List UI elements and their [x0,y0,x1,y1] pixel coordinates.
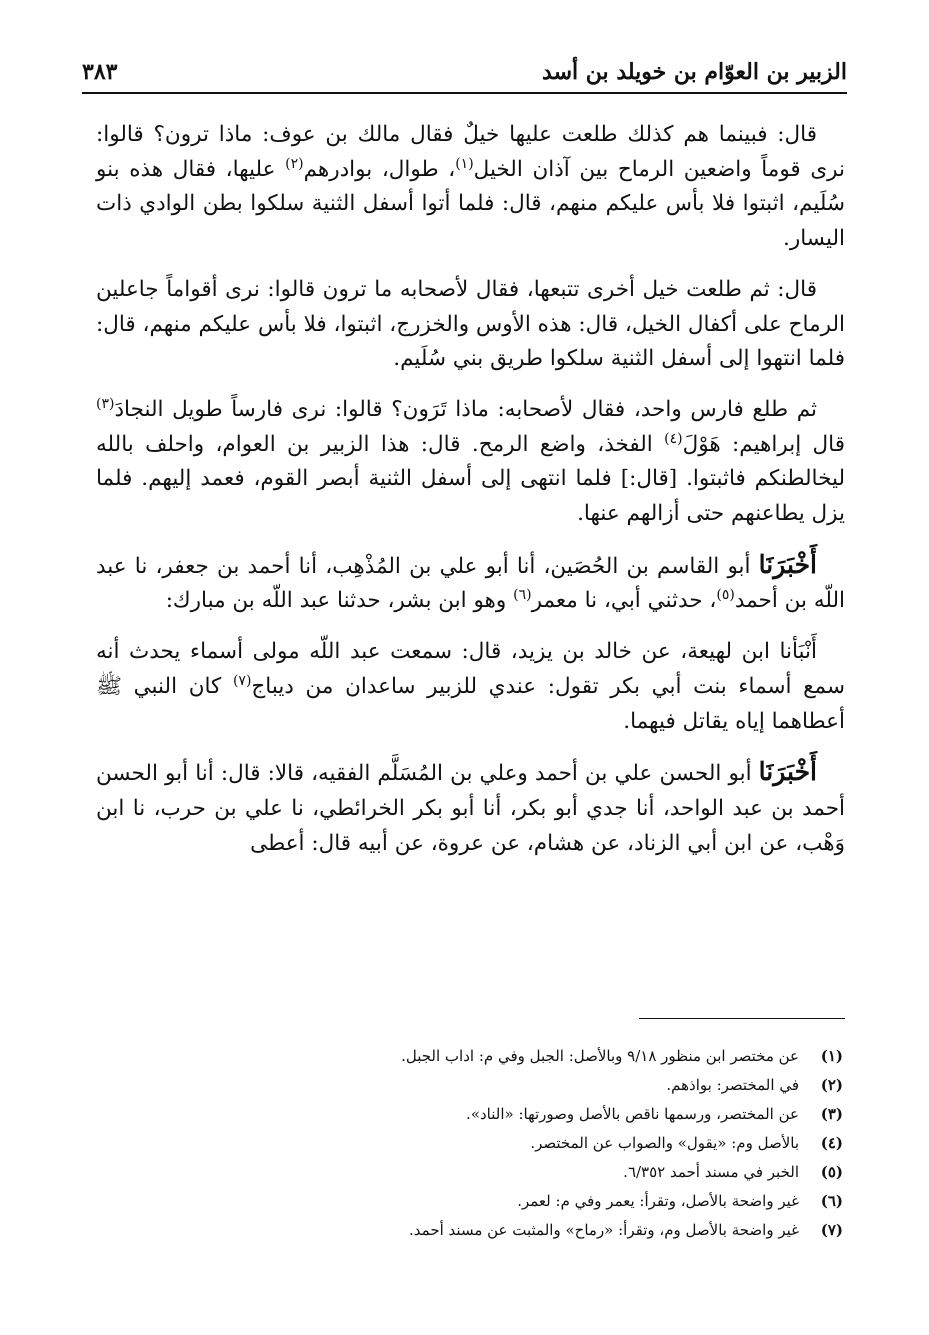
footnote-ref: (٤) [664,430,683,447]
text-segment: كان النبي ﷺ أعطاهما إياه يقاتل فيهما. [96,673,845,734]
footnote-number: (٣) [820,1105,843,1123]
running-title: الزبير بن العوّام بن خويلد بن أسد [542,59,847,85]
footnote-ref: (٥) [716,587,735,604]
paragraph [96,548,845,619]
paragraph [96,393,845,532]
text-segment: أبو القاسم بن الحُصَين، أنا أبو علي بن المُذْهِب، أنا أحمد بن جعفر، نا عبد اللّه بن أحمد [96,553,845,614]
footnote [100,1071,843,1100]
footnote [100,1158,843,1187]
footnote-ref: (١) [455,155,474,172]
paragraph [96,118,845,257]
footnote [100,1042,843,1071]
footnotes [100,1042,843,1245]
footnote-ref: (٣) [96,395,115,412]
text-segment: الفخذ، واضع الرمح. قال: هذا الزبير بن العوام، واحلف بالله ليخالطنكم فاثبتوا. [قال:] فلما انتهى إلى أسفل الثنية أبصر القوم، فعمد إليهم. فلما يزل يطاعنهم حتى أزالهم عنها. [96,431,845,527]
footnote-text: عن المختصر، ورسمها ناقص بالأصل وصورتها: «الناد». [466,1105,799,1123]
paragraph [96,635,845,739]
paragraph [96,755,845,861]
paragraph [96,273,845,377]
footnote-number: (٥) [820,1163,843,1181]
footnote [100,1187,843,1216]
text-segment: قال إبراهيم: هَوْلَ [682,431,846,457]
footnote-number: (١) [820,1047,843,1065]
footnote-text: عن مختصر ابن منظور ٩/١٨ وبالأصل: الجبل وفي م: اداب الجبل. [401,1047,799,1065]
isnad-lead-word: أَخْبَرَنَا [758,757,817,787]
text-segment: أَنْبَأنا ابن لهيعة، عن خالد بن يزيد، قال: سمعت عبد اللّه مولى أسماء يحدث أنه سمع أسماء بنت أبي بكر تقول: عندي للزبير ساعدان من ديباج [96,639,845,699]
isnad-lead-word: أَخْبَرَنَا [758,549,817,579]
text-segment: وهو ابن بشر، حدثنا عبد اللّه بن مبارك: [165,588,514,614]
page-header [82,52,847,94]
footnote-text: الخبر في مسند أحمد ٦/٣٥٢. [623,1163,799,1181]
footnote-text: غير واضحة بالأصل، وتقرأ: يعمر وفي م: لعمر. [517,1192,799,1210]
footnote-number: (٢) [820,1076,843,1094]
text-segment: ، طوال، بوادرهم [303,156,456,182]
footnote-number: (٦) [820,1192,843,1210]
main-text [96,118,845,877]
footnote-ref: (٧) [232,672,252,689]
footnote-text: غير واضحة بالأصل وم، وتقرأ: «رماح» والمثبت عن مسند أحمد. [409,1221,799,1239]
footnote-text: في المختصر: بواذهم. [666,1076,799,1094]
text-segment: ، حدثني أبي، نا معمر [531,588,717,614]
text-segment: أبو الحسن علي بن أحمد وعلي بن المُسَلَّم الفقيه، قالا: قال: أنا أبو الحسن أحمد بن عبد الواحد، أنا جدي أبو بكر، أنا أبو بكر الخرائطي، نا علي بن حرب، نا ابن وَهْب، عن ابن أبي الزناد، عن هشام، عن عروة، عن أبيه قال: أعطى [96,761,845,856]
footnote-text: بالأصل وم: «يقول» والصواب عن المختصر. [530,1134,799,1152]
text-segment: ثم طلع فارس واحد، فقال لأصحابه: ماذا تَرَون؟ قالوا: نرى فارساً طويل النجادَ [114,396,817,422]
text-segment: عليها، فقال هذه بنو سُلَيم، اثبتوا فلا بأس عليكم منهم، قال: فلما أتوا أسفل الثنية سلكوا بطن الوادي ذات اليسار. [96,156,845,252]
text-segment: قال: فبينما هم كذلك طلعت عليها خيلٌ فقال مالك بن عوف: ماذا ترون؟ قالوا: نرى قوماً واضعين الرماح بين آذان الخيل [96,122,845,182]
footnote-divider [639,1018,845,1019]
footnote-number: (٤) [820,1134,843,1152]
footnote-number: (٧) [820,1221,843,1239]
text-segment: قال: ثم طلعت خيل أخرى تتبعها، فقال لأصحابه ما ترون قالوا: نرى أقواماً جاعلين الرماح على أكفال الخيل، قال: هذه الأوس والخزرج، اثبتوا، فلا بأس عليكم منهم، قال: فلما انتهوا إلى أسفل الثنية سلكوا طريق بني سُلَيم. [95,276,845,372]
footnote [100,1129,843,1158]
footnote [100,1100,843,1129]
footnote-ref: (٦) [513,587,532,604]
footnote [100,1216,843,1245]
page-number: ٣٨٣ [82,59,118,85]
footnote-ref: (٢) [285,155,304,172]
